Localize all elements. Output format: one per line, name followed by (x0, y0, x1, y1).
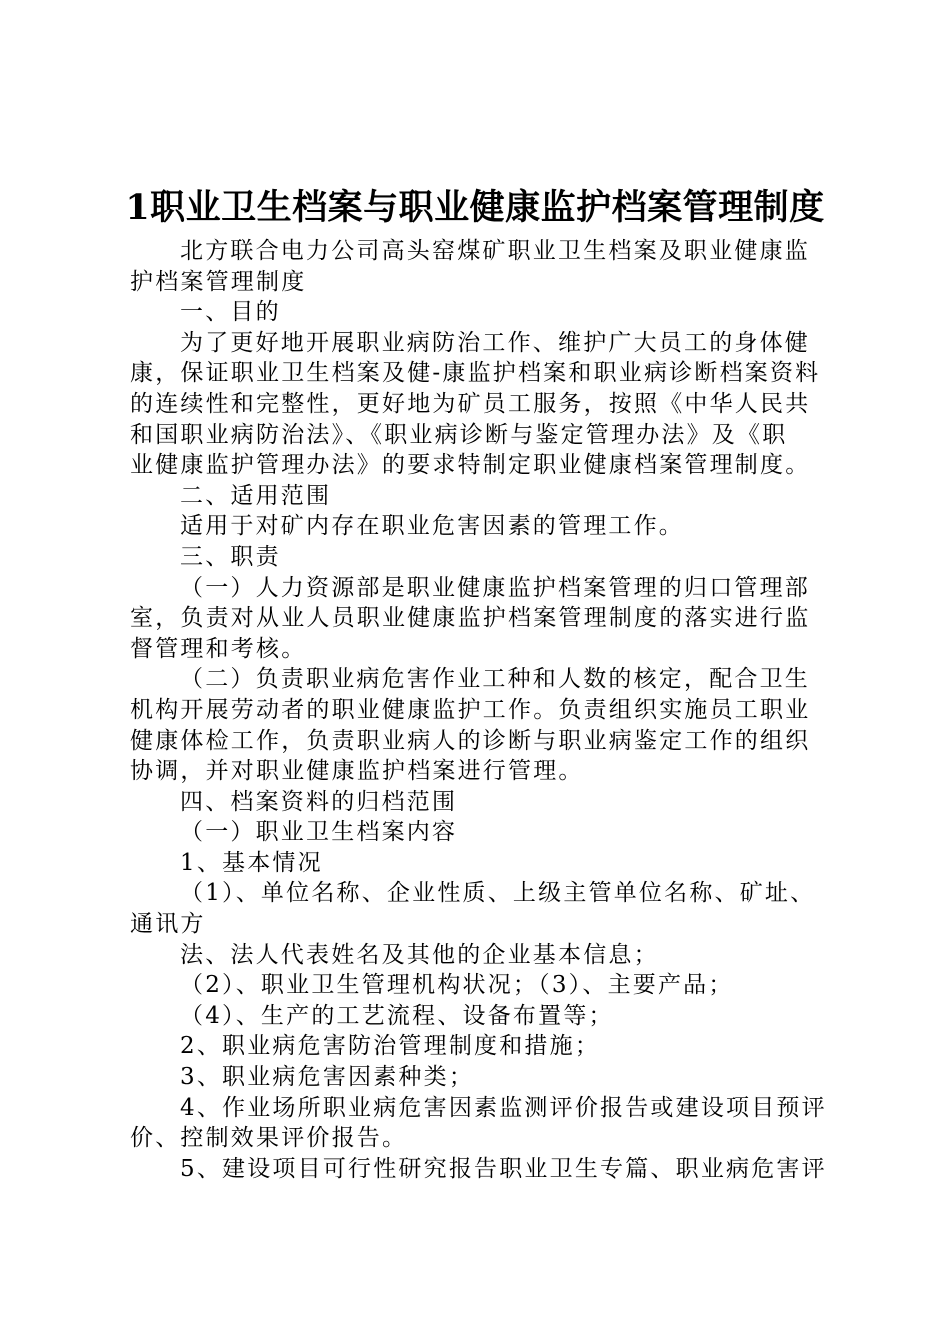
text-line: 通讯方 (130, 911, 206, 938)
text-line: 5、建设项目可行性研究报告职业卫生专篇、职业病危害评 (180, 1155, 827, 1182)
text-line: 二、适用范围 (180, 482, 332, 509)
text-line: （4）、生产的工艺流程、设备布置等； (180, 1002, 614, 1029)
text-line: 北方联合电力公司高头窑煤矿职业卫生档案及职业健康监 (180, 238, 810, 264)
text-line: 室，负责对从业人员职业健康监护档案管理制度的落实进行监 (130, 605, 811, 632)
document-title: 1职业卫生档案与职业健康监护档案管理制度 (125, 187, 825, 228)
text-line: 协调，并对职业健康监护档案进行管理。 (130, 758, 584, 785)
text-line: （1）、单位名称、企业性质、上级主管单位名称、矿址、 (180, 880, 816, 907)
text-line: （二）负责职业病危害作业工种和人数的核定，配合卫生 (180, 666, 810, 693)
text-line: 护档案管理制度 (130, 268, 307, 295)
text-line: 一、目的 (180, 299, 281, 326)
text-line: 2、职业病危害防治管理制度和措施； (180, 1033, 601, 1060)
text-line: 督管理和考核。 (130, 635, 307, 662)
text-line: 的连续性和完整性，更好地为矿员工服务，按照《中华人民共 (130, 390, 811, 417)
text-line: （2）、职业卫生管理机构状况；（3）、主要产品； (180, 972, 734, 999)
text-line: 1、基本情况 (180, 849, 323, 876)
text-line: 适用于对矿内存在职业危害因素的管理工作。 (180, 513, 684, 540)
text-line: （一）职业卫生档案内容 (180, 819, 458, 846)
text-line: 和国职业病防治法》、《职业病诊断与鉴定管理办法》及《职 (130, 421, 788, 448)
text-line: 机构开展劳动者的职业健康监护工作。负责组织实施员工职业 (130, 696, 811, 723)
document-body (130, 236, 830, 1184)
text-line: 业健康监护管理办法》的要求特制定职业健康档案管理制度。 (130, 452, 811, 479)
text-line: 3、职业病危害因素种类； (180, 1064, 475, 1091)
text-line: （一）人力资源部是职业健康监护档案管理的归口管理部 (180, 574, 810, 601)
text-line: 4、作业场所职业病危害因素监测评价报告或建设项目预评 (180, 1094, 827, 1121)
text-line: 为了更好地开展职业病防治工作、维护广大员工的身体健 (180, 329, 810, 356)
text-line: 三、职责 (180, 543, 281, 570)
text-line: 法、法人代表姓名及其他的企业基本信息； (180, 941, 659, 968)
text-line: 健康体检工作，负责职业病人的诊断与职业病鉴定工作的组织 (130, 727, 811, 754)
text-line: 价、控制效果评价报告。 (130, 1125, 408, 1152)
text-line: 康，保证职业卫生档案及健-康监护档案和职业病诊断档案资料 (130, 360, 821, 387)
text-line: 四、档案资料的归档范围 (180, 788, 458, 815)
